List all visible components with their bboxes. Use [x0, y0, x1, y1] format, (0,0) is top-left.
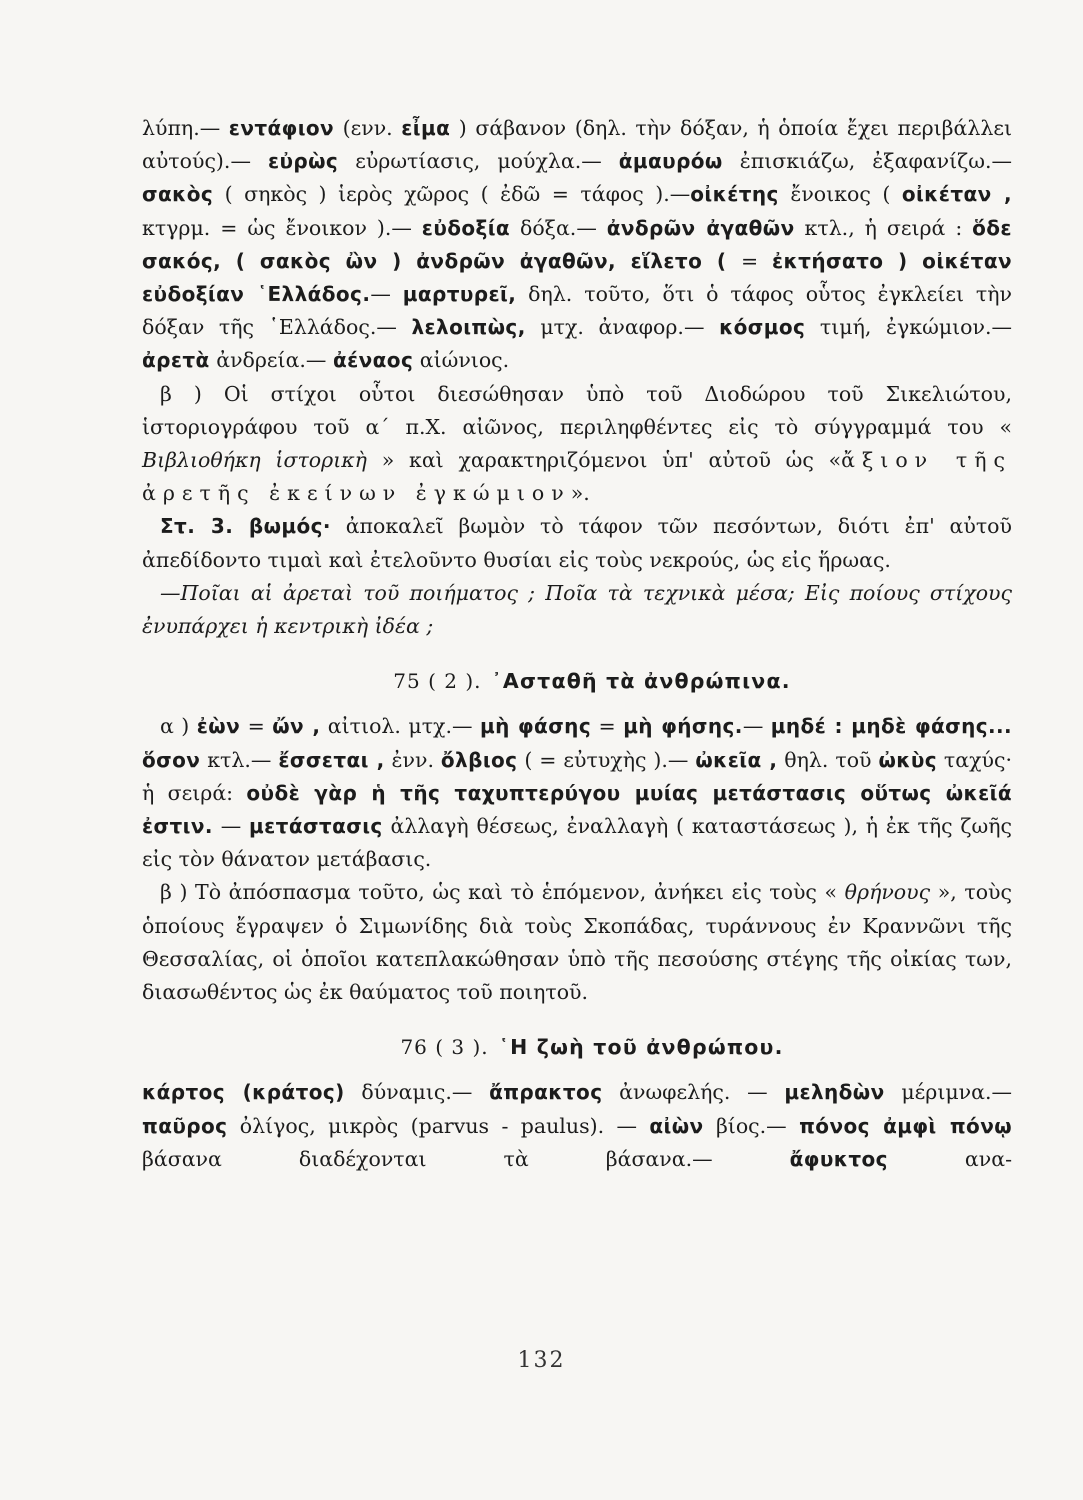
text-run: αἰώνιος.	[413, 348, 510, 373]
text-run: —	[370, 282, 403, 307]
lemma-term: ὠκὺς	[878, 747, 937, 772]
lemma-term: ἀμαυρόω	[618, 149, 723, 174]
lemma-term: εἶμα	[401, 116, 451, 140]
text-run: ἀποκαλεῖ βωμὸν τὸ τάφον τῶν πεσόντων, διότι ἐπ' αὐτοῦ ἀπεδίδοντο τιμαὶ καὶ ἐτελοῦντο θυσίαι εἰς τοὺς νεκρούς, ὡς εἰς ἥρωας.	[142, 514, 1012, 572]
lemma-term: πόνος ἀμφὶ πόνῳ	[799, 1113, 1013, 1138]
italic-text: θρήνους	[844, 880, 931, 905]
paragraph	[142, 112, 1012, 378]
text-run: ἀνωφελής. —	[602, 1080, 785, 1105]
commentary-text	[142, 112, 1012, 1176]
lemma-term: μὴ φάσης	[479, 714, 592, 739]
lemma-term: εὐδοξία	[421, 215, 511, 240]
lemma-term: σακὸς	[142, 182, 214, 207]
text-run: μέριμνα.—	[884, 1080, 1013, 1105]
lemma-term: μεληδὼν	[784, 1080, 885, 1105]
lemma-term: ἀέναος	[332, 348, 414, 373]
paragraph	[142, 710, 1012, 876]
lemma-term: μηδέ : μηδὲ φάσης... ὅσον	[142, 714, 1013, 772]
section-heading	[142, 665, 1012, 698]
paragraph	[142, 1076, 1012, 1176]
text-run: =	[741, 248, 773, 273]
section-number: 75 ( 2 ).	[393, 669, 482, 694]
text-run: ταχύς· ἡ σειρά:	[142, 747, 1012, 805]
lemma-term: ἀρετὰ	[142, 348, 210, 373]
text-run: κτλ.—	[200, 747, 279, 772]
lemma-term: ἐκτήσατο ) οἰκέταν εὐδοξίαν ῾Ελλάδος.	[142, 248, 1012, 307]
text-run: ὀλίγος, μικρὸς (parvus - paulus). —	[227, 1113, 650, 1138]
lemma-term: ἄπρακτος	[489, 1080, 603, 1105]
lemma-term: λελοιπὼς,	[411, 315, 526, 340]
lemma-term: οἰκέτης	[690, 182, 779, 207]
lemma-term: οὐδὲ γὰρ ἡ τῆς ταχυπτερύγου μυίας μετάστασις οὕτως ὠκεῖά ἐστιν.	[142, 780, 1012, 839]
text-run: δύναμις.—	[344, 1080, 490, 1105]
italic-text: —Ποῖαι αἱ ἀρεταὶ τοῦ ποιήματος ; Ποῖα τὰ τεχνικὰ μέσα; Εἰς ποίους στίχους ἐνυπάρχει ἡ κεντρικὴ ἰδέα ;	[142, 580, 1012, 639]
text-run: αἰτιολ. μτχ.—	[320, 714, 480, 739]
paragraph	[142, 510, 1012, 576]
text-run: ἐνν.	[384, 747, 441, 772]
text-run: εὐρωτίασις, μούχλα.—	[338, 149, 619, 174]
text-run: βίος.—	[703, 1113, 800, 1138]
text-run: ) σάβανον (δηλ. τὴν δόξαν, ἡ ὁποία ἔχει περιβάλλει αὐτούς).—	[142, 116, 1013, 174]
spaced-quote: ἄξιον τῆς ἀρετῆς ἐκείνων ἐγκώμιον	[142, 448, 1012, 506]
text-run: —	[212, 814, 249, 839]
text-run: ( σηκὸς ) ἱερὸς χῶρος ( ἐδῶ = τάφος ).—	[213, 182, 691, 207]
text-run: κτλ., ἡ σειρά :	[794, 215, 973, 240]
section-title: ῾Η ζωὴ τοῦ ἀνθρώπου.	[498, 1035, 784, 1060]
paragraph	[142, 577, 1012, 643]
lemma-term: μὴ φήσης.	[623, 714, 743, 739]
text-run: ἐπισκιάζω, ἐξαφανίζω.—	[722, 149, 1012, 174]
text-run: », τοὺς ὁποίους ἔγραψεν ὁ Σιμωνίδης διὰ τοὺς Σκοπάδας, τυράννους ἐν Κραννῶνι τῆς Θεσσαλίας, οἱ ὁποῖοι κατεπλακώθησαν ὑπὸ τῆς πεσούσης στέγης τῆς οἰκίας των, διασωθέντος ὡς ἐκ θαύματος τοῦ ποιητοῦ.	[142, 880, 1013, 1005]
paragraph	[142, 378, 1012, 511]
section-heading	[142, 1031, 1012, 1064]
text-run: —	[742, 714, 771, 739]
lemma-term: ὠκεῖα ,	[695, 747, 778, 772]
text-run: » καὶ χαρακτηριζόμενοι ὑπ' αὐτοῦ ὡς «	[366, 448, 842, 473]
text-run: δηλ. τοῦτο, ὅτι ὁ τάφος οὗτος ἐγκλείει τὴν δόξαν τῆς ῾Ελλάδος.—	[142, 282, 1012, 340]
lemma-term: μαρτυρεῖ,	[402, 282, 517, 307]
lemma-term: εντάφιον	[228, 116, 335, 140]
text-run: ( = εὐτυχὴς ).—	[517, 747, 696, 772]
lemma-term: ἄφυκτος	[789, 1146, 888, 1171]
lemma-term: κάρτος (κράτος)	[142, 1080, 345, 1105]
text-run: α )	[160, 714, 197, 739]
text-run: κτγρμ. = ὡς ἔνοικον ).—	[142, 215, 422, 240]
text-run: ανα-	[887, 1146, 1013, 1171]
text-run: β ) Τὸ ἀπόσπασμα τοῦτο, ὡς καὶ τὸ ἑπόμενον, ἀνήκει εἰς τοὺς «	[160, 880, 845, 905]
paragraph	[142, 876, 1012, 1009]
text-run: =	[240, 714, 273, 739]
lemma-term: ἔσσεται ,	[278, 747, 385, 772]
text-run: λύπη.—	[142, 116, 229, 140]
lemma-term: Στ. 3. βωμός·	[160, 514, 331, 539]
text-run: β ) Οἱ στίχοι οὗτοι διεσώθησαν ὑπὸ τοῦ Διοδώρου τοῦ Σικελιώτου, ἱστοριογράφου τοῦ α΄ π.Χ. αἰῶνος, περιληφθέντες εἰς τὸ σύγγραμμά του «	[142, 381, 1012, 439]
lemma-term: ὤν ,	[272, 714, 321, 739]
text-run: βάσανα διαδέχονται τὰ βάσανα.—	[142, 1146, 790, 1171]
section-number: 76 ( 3 ).	[400, 1035, 489, 1060]
text-run: ἀνδρεία.—	[209, 348, 333, 373]
lemma-term: μετάστασις	[249, 814, 383, 839]
page-number: 132	[517, 1348, 566, 1373]
lemma-term: ὄλβιος	[440, 747, 518, 772]
lemma-term: ἀνδρῶν ἀγαθῶν	[606, 215, 795, 240]
text-run: (ενν.	[334, 116, 402, 140]
text-run: =	[591, 714, 624, 739]
text-run: μτχ. ἀναφορ.—	[525, 315, 720, 340]
lemma-term: ὅδε σακός, ( σακὸς ὢν ) ἀνδρῶν ἀγαθῶν, εἵλετο (	[142, 215, 1012, 273]
italic-text: Βιβλιοθήκη ἱστορικὴ	[142, 448, 367, 473]
text-run: ».	[570, 481, 590, 506]
lemma-term: εὐρὼς	[267, 149, 339, 174]
text-run: θηλ. τοῦ	[777, 747, 879, 772]
lemma-term: οἰκέταν ,	[901, 182, 1012, 207]
lemma-term: ἐὼν	[196, 714, 241, 739]
text-run: ἔνοικος (	[778, 182, 902, 207]
lemma-term: αἰὼν	[649, 1113, 704, 1138]
lemma-term: κόσμος	[719, 315, 806, 340]
section-title: ᾿Ασταθῆ τὰ ἀνθρώπινα.	[491, 669, 791, 694]
lemma-term: παῦρος	[142, 1113, 228, 1138]
text-run: τιμή, ἐγκώμιον.—	[805, 315, 1012, 340]
text-run: δόξα.—	[510, 215, 607, 240]
text-run: ἀλλαγὴ θέσεως, ἐναλλαγὴ ( καταστάσεως ), ἡ ἐκ τῆς ζωῆς εἰς τὸν θάνατον μετάβασις.	[142, 814, 1012, 872]
